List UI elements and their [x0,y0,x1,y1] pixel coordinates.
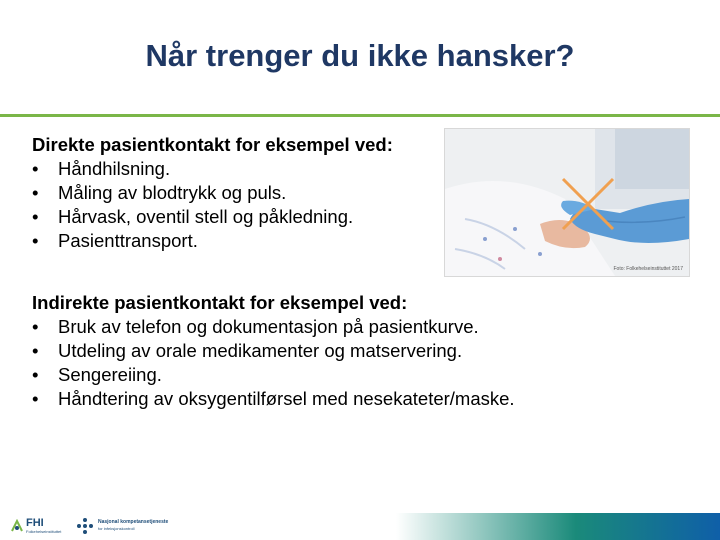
fhi-logo-subtitle: Folkehelseinstituttet [26,529,62,534]
indirect-contact-list [32,315,515,411]
list-item: • Sengereiing. [32,364,162,385]
bullet-icon: • [32,230,39,251]
list-item: • Måling av blodtrykk og puls. [32,182,287,203]
glove-handshake-photo [444,128,690,277]
bullet-icon: • [32,388,39,409]
bullet-icon: • [32,364,39,385]
partner-logo [76,517,186,535]
direct-contact-heading: Direkte pasientkontakt for eksempel ved: [32,134,393,155]
list-item: • Håndhilsning. [32,158,171,179]
photo-illustration [445,129,689,276]
bullet-icon: • [32,206,39,227]
slide-title: Når trenger du ikke hansker? [145,38,575,73]
bullet-icon: • [32,316,39,337]
indirect-contact-heading: Indirekte pasientkontakt for eksempel ved: [32,292,408,313]
list-item: • Hårvask, oventil stell og påkledning. [32,206,354,227]
photo-credit: Foto: Folkehelseinstituttet 2017 [613,266,683,272]
list-item: • Utdeling av orale medikamenter og matservering. [32,340,463,361]
title-divider [0,114,720,117]
direct-contact-list [32,157,393,253]
list-item: • Pasienttransport. [32,230,198,251]
cross-dots-icon [76,517,94,535]
bullet-icon: • [32,340,39,361]
list-item: • Bruk av telefon og dokumentasjon på pasientkurve. [32,316,479,337]
bullet-icon: • [32,182,39,203]
list-item: • Håndtering av oksygentilførsel med nesekateter/maske. [32,388,515,409]
direct-contact-section [32,133,393,253]
partner-logo-subtitle: for infeksjonskontroll [98,526,135,531]
fhi-logo [10,517,60,535]
fhi-logo-icon [10,519,24,533]
fhi-logo-text: FHI [26,517,44,529]
partner-logo-text: Nasjonal kompetansetjeneste [98,519,169,525]
bullet-icon: • [32,158,39,179]
indirect-contact-section [32,291,515,411]
